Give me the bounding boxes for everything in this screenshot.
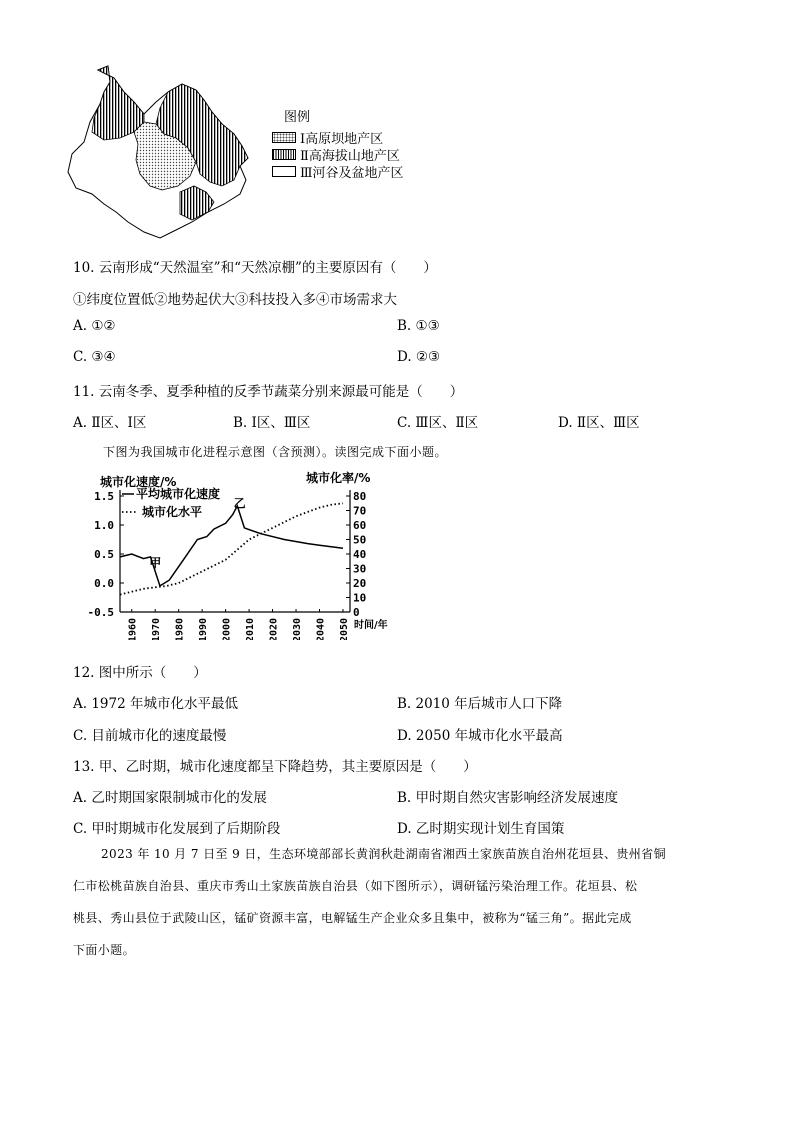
legend-level-label: 城市化水平 xyxy=(142,505,203,519)
passage-line-1: 2023 年 10 月 7 日至 9 日，生态环境部部长黄润秋赴湖南省湘西土家族苗族自治州花垣县、贵州省铜 xyxy=(101,847,666,861)
region-ii-northwest xyxy=(92,66,144,140)
x-tick-label: 1990 xyxy=(198,617,210,640)
chart-intro: 下图为我国城市化进程示意图（含预测）。读图完成下面小题。 xyxy=(103,445,448,459)
y-left-tick-label: 0.0 xyxy=(94,577,114,590)
y-right-tick-label: 30 xyxy=(353,562,367,576)
passage-line-2: 仁市松桃苗族自治县、重庆市秀山土家族苗族自治县（如下图所示），调研锰污染治理工作。花垣县、松 xyxy=(73,879,638,893)
striped-pattern-swatch xyxy=(272,149,296,160)
legend-label-iii: Ⅲ河谷及盆地产区 xyxy=(300,165,404,181)
legend-item-ii xyxy=(272,146,400,162)
y-left-tick-label: 1.0 xyxy=(94,519,114,532)
yunnan-map-svg xyxy=(64,62,254,242)
urbanization-chart xyxy=(80,466,420,640)
legend-item-iii xyxy=(272,163,404,179)
x-tick-label: 2050 xyxy=(338,617,350,640)
q11-option-c: C. Ⅲ区、Ⅱ区 xyxy=(397,415,479,431)
q10-items: ①纬度位置低②地势起伏大③科技投入多④市场需求大 xyxy=(73,292,397,308)
yunnan-map xyxy=(64,62,254,242)
q10-stem: 10. 云南形成“天然温室”和“天然凉棚”的主要原因有（ ） xyxy=(73,260,437,276)
y-right-tick-label: 70 xyxy=(353,504,367,518)
q12-option-d: D. 2050 年城市化水平最高 xyxy=(397,728,563,744)
q13-option-d: D. 乙时期实现计划生育国策 xyxy=(397,821,565,837)
q12-option-c: C. 目前城市化的速度最慢 xyxy=(73,728,227,744)
y-right-tick-label: 60 xyxy=(353,519,367,532)
legend-speed-label: 平均城市化速度 xyxy=(136,487,221,501)
x-tick-label: 2020 xyxy=(268,617,280,640)
q10-option-a: A. ①② xyxy=(73,318,116,334)
y-right-tick-label: 50 xyxy=(353,533,367,547)
q13-option-a: A. 乙时期国家限制城市化的发展 xyxy=(73,790,267,806)
blank-pattern-swatch xyxy=(272,166,296,177)
x-tick-label: 1970 xyxy=(151,617,163,640)
q13-stem: 13. 甲、乙时期，城市化速度都呈下降趋势，其主要原因是（ ） xyxy=(73,759,477,775)
left-axis-title: 城市化速度/% xyxy=(100,475,177,489)
y-right-tick-label: 0 xyxy=(353,606,360,619)
x-tick-label: 1980 xyxy=(174,617,186,640)
passage-line-4: 下面小题。 xyxy=(73,943,136,957)
q11-option-a: A. Ⅱ区、Ⅰ区 xyxy=(73,415,147,431)
annotation-jia: 甲 xyxy=(149,555,162,570)
x-tick-label: 2030 xyxy=(292,617,304,640)
q13-option-c: C. 甲时期城市化发展到了后期阶段 xyxy=(73,821,281,837)
x-tick-label: 2040 xyxy=(315,617,327,640)
passage-line-3: 桃县、秀山县位于武陵山区，锰矿资源丰富，电解锰生产企业众多且集中，被称为“锰三角”。据此完成 xyxy=(73,911,632,925)
q13-option-b: B. 甲时期自然灾害影响经济发展速度 xyxy=(397,790,619,806)
y-left-tick-label: -0.5 xyxy=(87,606,114,619)
q10-option-d: D. ②③ xyxy=(397,349,441,365)
y-right-tick-label: 80 xyxy=(353,490,367,503)
q10-option-b: B. ①③ xyxy=(397,318,440,334)
map-legend-title: 图例 xyxy=(284,110,311,125)
passage xyxy=(73,838,723,966)
y-right-tick-label: 40 xyxy=(353,548,367,561)
legend-label-i: Ⅰ高原坝地产区 xyxy=(300,131,384,147)
annotation-yi: 乙 xyxy=(233,496,246,511)
q11-option-d: D. Ⅱ区、Ⅲ区 xyxy=(558,415,640,431)
y-right-tick-label: 20 xyxy=(353,577,367,590)
x-axis-unit: 时间/年 xyxy=(354,620,388,631)
q12-option-a: A. 1972 年城市化水平最低 xyxy=(73,696,238,712)
legend-item-i xyxy=(272,129,383,145)
q12-option-b: B. 2010 年后城市人口下降 xyxy=(397,696,563,712)
x-tick-label: 2010 xyxy=(245,617,257,640)
legend-label-ii: Ⅱ高海拔山地产区 xyxy=(300,148,400,164)
chart-svg xyxy=(80,466,420,640)
q11-stem: 11. 云南冬季、夏季种植的反季节蔬菜分别来源最可能是（ ） xyxy=(73,384,464,400)
x-tick-label: 1960 xyxy=(127,617,139,640)
y-left-tick-label: 1.5 xyxy=(94,490,114,503)
right-axis-title: 城市化率/% xyxy=(306,471,371,485)
y-left-tick-label: 0.5 xyxy=(94,548,114,561)
y-right-tick-label: 10 xyxy=(353,591,367,605)
dotted-pattern-swatch xyxy=(272,132,296,143)
q10-option-c: C. ③④ xyxy=(73,349,116,365)
x-tick-label: 2000 xyxy=(221,617,233,640)
q11-option-b: B. Ⅰ区、Ⅲ区 xyxy=(233,415,311,431)
q12-stem: 12. 图中所示（ ） xyxy=(73,665,207,681)
